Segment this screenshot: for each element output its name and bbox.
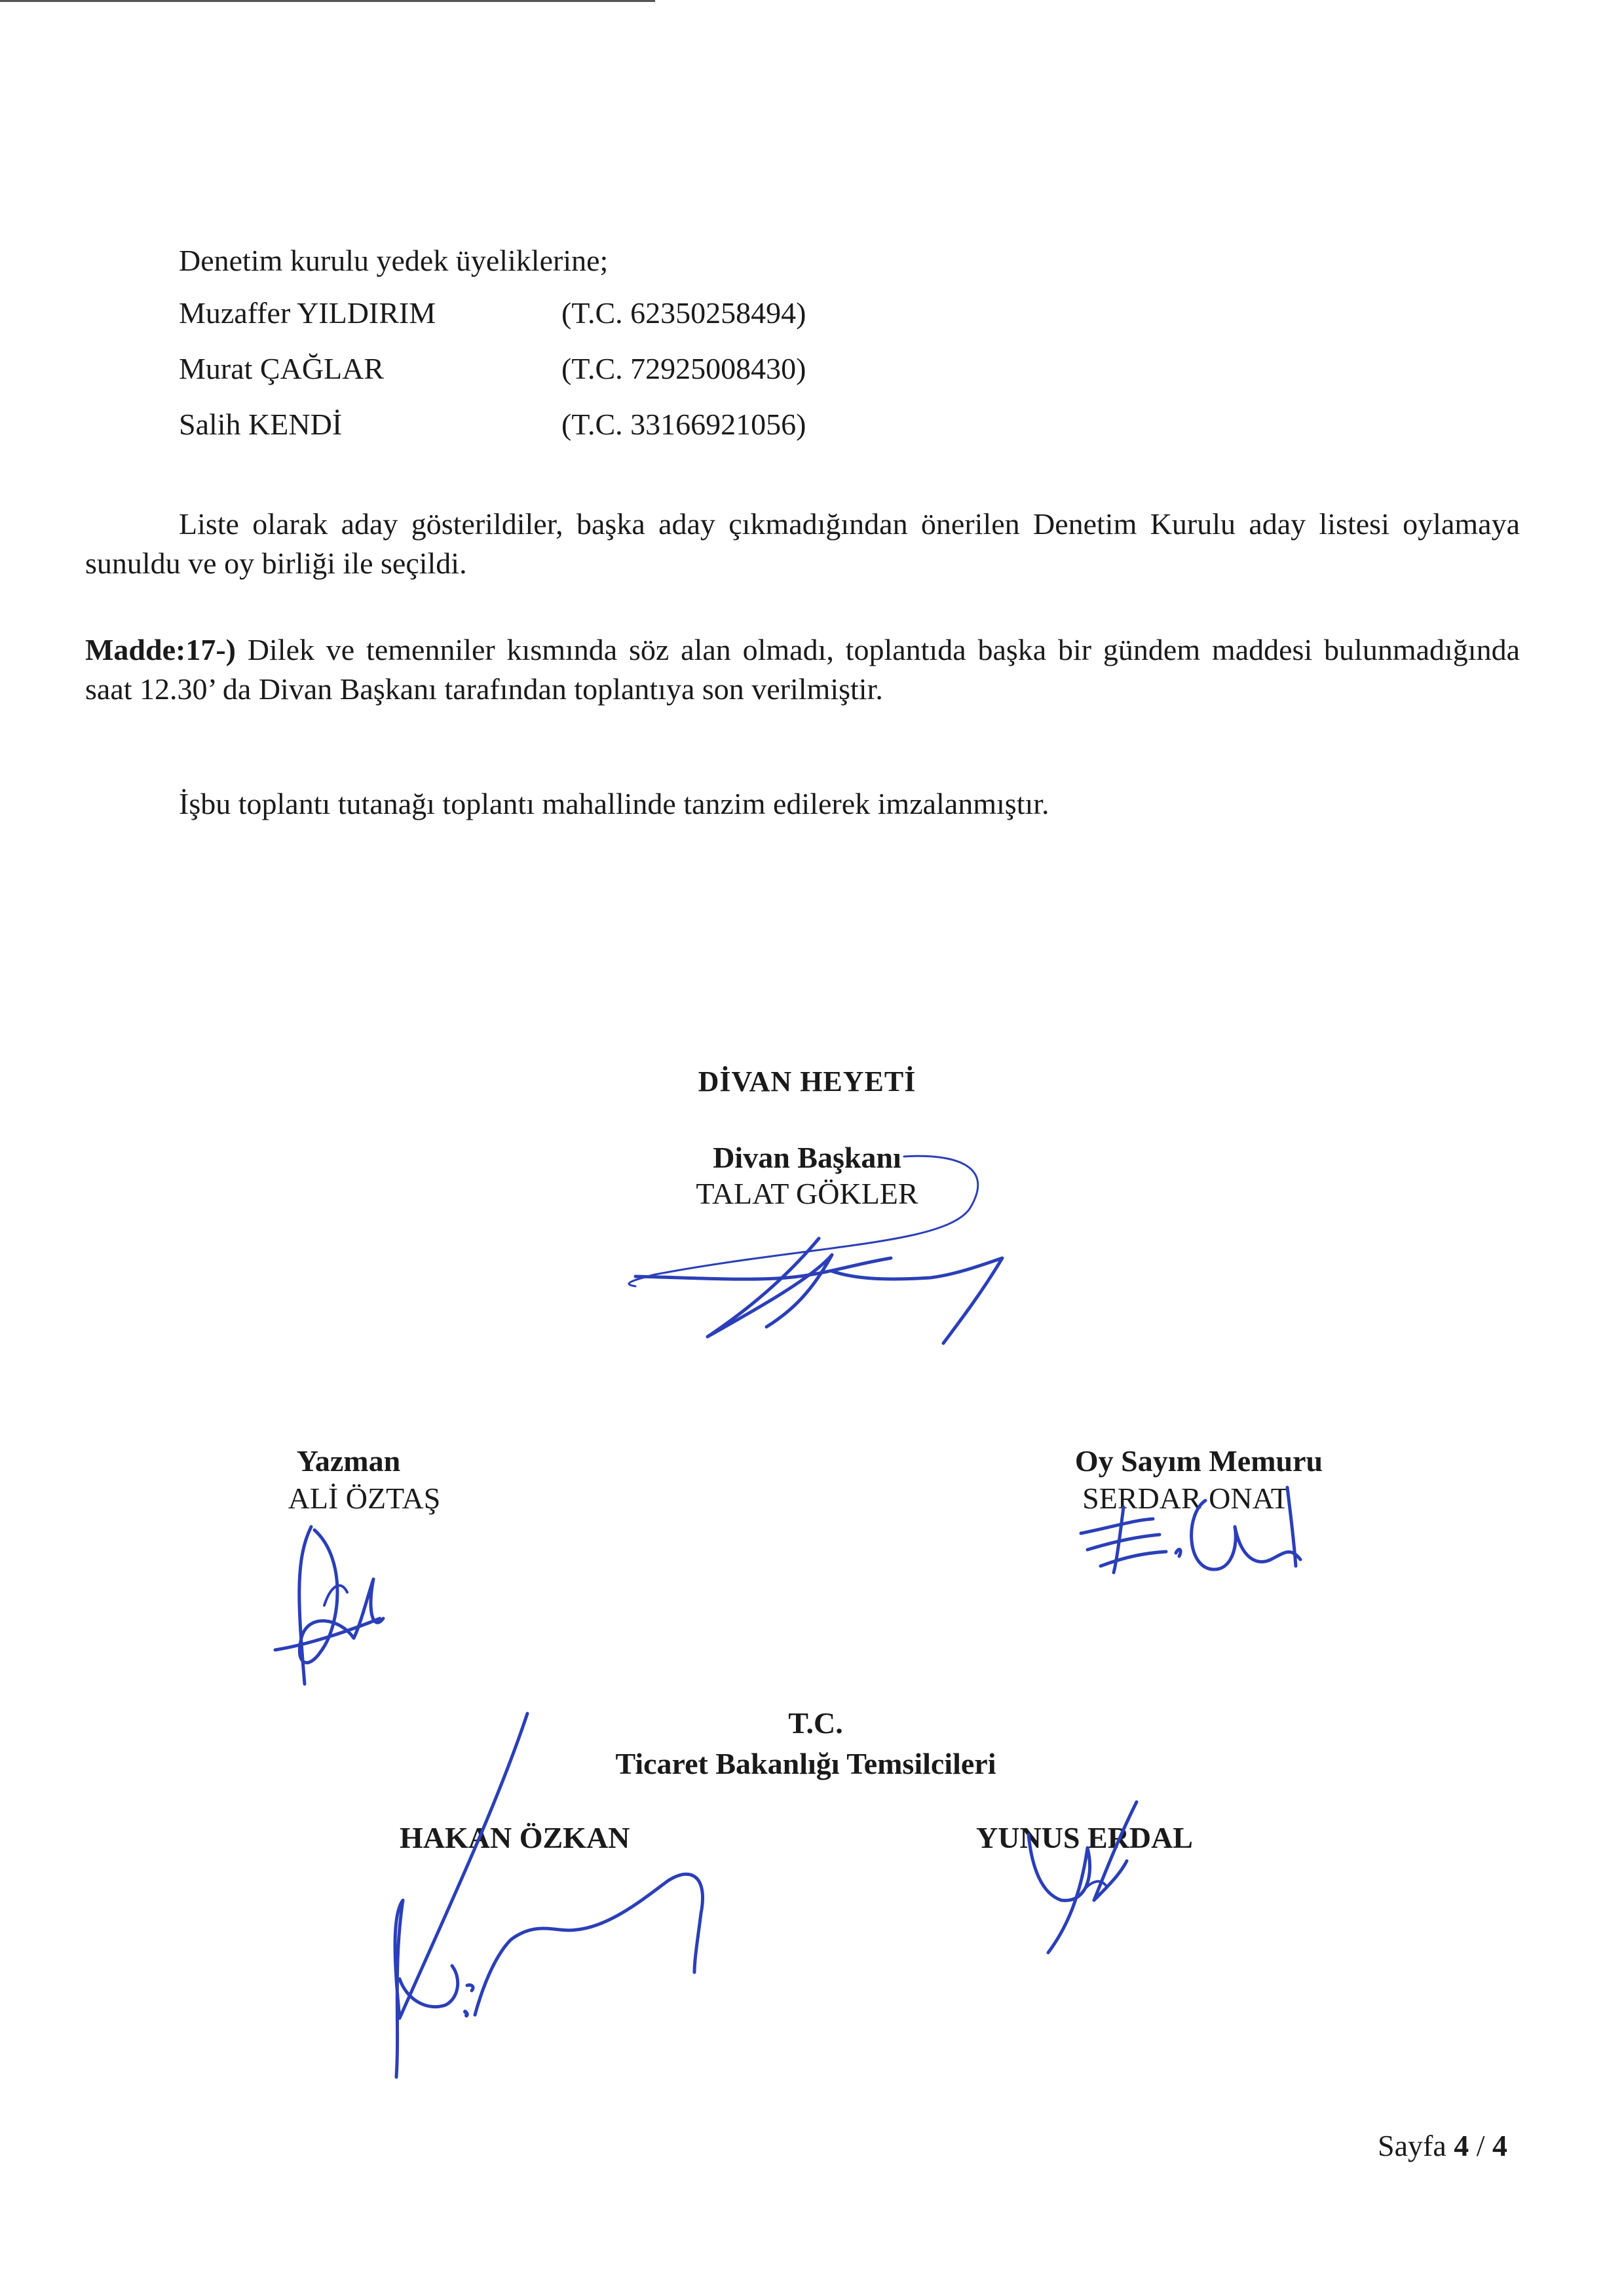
item-17-paragraph bbox=[85, 630, 1520, 709]
counter-title: Oy Sayım Memuru bbox=[1074, 1444, 1323, 1478]
chairman-title: Divan Başkanı bbox=[713, 1141, 901, 1174]
page-number bbox=[1378, 2126, 1507, 2166]
secretary-signature bbox=[269, 1520, 400, 1691]
board-heading: DİVAN HEYETİ bbox=[698, 1065, 916, 1098]
secretary-title: Yazman bbox=[296, 1444, 401, 1478]
alternate-id: (T.C. 72925008430) bbox=[561, 352, 806, 385]
audit-alternates-intro: Denetim kurulu yedek üyeliklerine; bbox=[179, 244, 609, 277]
alternate-id: (T.C. 62350258494) bbox=[561, 296, 806, 330]
alternate-id: (T.C. 33166921056) bbox=[561, 408, 806, 441]
alternate-name: Muzaffer YILDIRIM bbox=[179, 296, 436, 330]
rep-1-name: HAKAN ÖZKAN bbox=[400, 1821, 630, 1854]
counter-signature bbox=[1074, 1474, 1310, 1592]
counter-name: SERDAR ONAT bbox=[1082, 1482, 1289, 1515]
closing-text: İşbu toplantı tutanağı toplantı mahallinde tanzim edilerek imzalanmıştır. bbox=[179, 787, 1049, 820]
page-prefix: Sayfa bbox=[1378, 2129, 1446, 2162]
rep-1-signature bbox=[380, 1704, 786, 2097]
ministry-line-2: Ticaret Bakanlığı Temsilcileri bbox=[615, 1747, 996, 1780]
chairman-name: TALAT GÖKLER bbox=[696, 1177, 918, 1210]
item-17-label: Madde:17-) bbox=[85, 633, 236, 666]
chairman-signature bbox=[616, 1147, 1022, 1363]
secretary-name: ALİ ÖZTAŞ bbox=[288, 1482, 441, 1515]
alternate-name: Murat ÇAĞLAR bbox=[179, 352, 385, 385]
ministry-line-1: T.C. bbox=[788, 1706, 843, 1740]
rep-2-signature bbox=[1009, 1795, 1166, 1966]
item-17-text: Dilek ve temenniler kısmında söz alan olmadı, toplantıda başka bir gündem maddesi bulunmadığında saat 12.30’ da Divan Başkanı tarafından toplantıya son verilmiştir. bbox=[85, 633, 1520, 706]
page-current: 4 bbox=[1454, 2129, 1469, 2162]
alternate-name: Salih KENDİ bbox=[179, 408, 343, 441]
page-total: 4 bbox=[1492, 2129, 1508, 2162]
page-separator: / bbox=[1476, 2129, 1485, 2162]
top-rule bbox=[0, 0, 655, 2]
list-paragraph: Liste olarak aday gösterildiler, başka aday çıkmadığından önerilen Denetim Kurulu aday listesi oylamaya sunuldu ve oy birliği ile seçildi. bbox=[85, 507, 1520, 580]
rep-2-name: YUNUS ERDAL bbox=[976, 1821, 1193, 1854]
